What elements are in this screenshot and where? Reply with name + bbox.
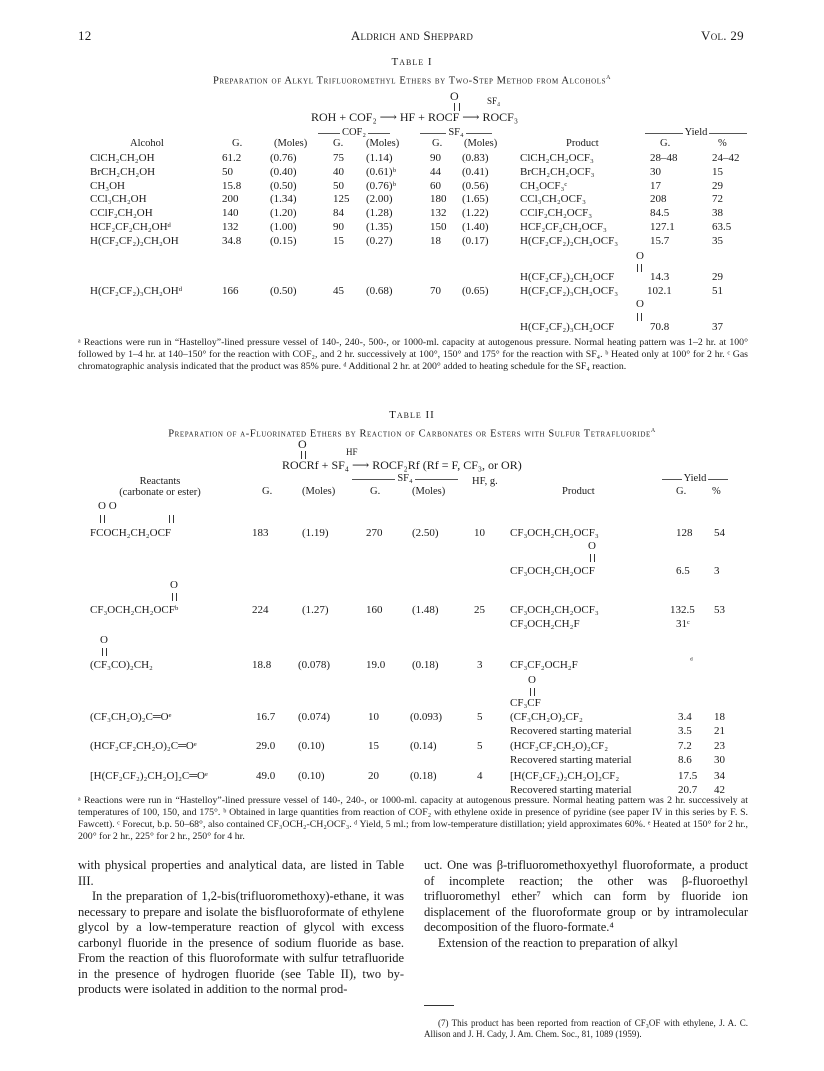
t1-cell-sf4-moles: (0.17) [462,234,489,247]
t2-cell-g: 29.0 [256,740,276,752]
t1-group-yield: Yield [645,127,747,138]
t1-group-sf4: SF₄ [420,127,492,138]
t1-cell-g: 132 [222,221,239,233]
footnote-rule [424,1005,454,1006]
t2-r2-m: (1.27) [302,604,329,616]
t2-col-yield-pct: % [712,486,721,497]
t1-cell-product: H(CF₂CF₂)₂CH₂OCF₃ [520,234,619,247]
footnote-7: (7) This product has been reported from reaction of CF₃OF with ethylene, J. A. C. Allison and J. H. Cady, J. Am. Chem. Soc., 81, 1089 (1959). [424,1018,748,1039]
t2-r3-hf: 3 [477,659,483,671]
t2-cell-yield-pct: 42 [714,784,725,796]
t1-extra-m2: (0.68) [366,285,393,297]
table1-footnote: ᵃ Reactions were run in “Hastelloy”-lined pressure vessel of 140-, 240-, 500-, or 1000-ml. capacity at autogenous pressure. Normal heating pattern was 1–2 hr. at 100° followed by 1–4 hr. at 140–150° for the reaction with COF₂, and 2 hr. successively at 100°, 150° and 175° for the reaction with SF₄. ᵇ Heated only at 100° for 2 hr. ᶜ Gas chromatographic analysis indicated that the product was 85% pure. ᵈ Additional 2 hr. at 200° added to heating schedule for the SF₄ reaction. [78,337,748,372]
t2-cell-yield-pct: 23 [714,740,725,752]
t2-r4-o: O [528,674,536,686]
t2-col-moles2: (Moles) [412,486,446,497]
scheme2-hf: HF [346,447,358,457]
t1-cell-yield-g: 17 [650,179,661,192]
t2-r0-m: (1.19) [302,527,329,539]
t1-cell-cof2-g: 125 [333,193,350,206]
t1-cell-cof2-g: 50 [333,179,344,192]
t2-cell-sf4-g: 20 [368,770,379,782]
t1-cell-cof2-moles: (0.27) [366,234,393,247]
t2-cell-g: 49.0 [256,770,276,782]
t2-r2-g: 224 [252,604,269,616]
t1-cell-sf4-g: 44 [430,165,441,178]
t1-col-yield-g: G. [660,138,671,149]
t2-cell-hf: 5 [477,740,483,752]
body-column-right [424,858,748,951]
t2-r2-product2: CF₃OCH₂CH₂F [510,618,580,630]
t1-cell-g: 50 [222,165,233,178]
t1-cell-product: ClCH₂CH₂OCF₃ [520,152,594,164]
t1-cell-cof2-g: 40 [333,165,344,178]
t2-cell-sf4-g: 15 [368,740,379,752]
table2-label: Table II [389,409,435,421]
t1-cell-yield-pct: 35 [712,234,723,247]
t1-cell-moles: (1.00) [270,221,297,233]
body-paragraph: In the preparation of 1,2-bis(trifluoromethoxy)-ethane, it was necessary to prepare and isolate the bisfluoroformate of ethylene glycol by a low-temperature reaction of glycol with excess carbonyl fluoride in the presence of sodium fluoride as base. From the reaction of this fluoroformate with sulfur tetrafluoride in the presence of hydrogen fluoride (see Table II), two by-products were isolated in addition to the normal prod- [78,889,404,996]
t1-cell-sf4-moles: (1.22) [462,207,489,220]
t1-cell-sf4-moles: (0.56) [462,179,489,192]
t2-cell-yield-pct: 30 [714,754,725,766]
t1-cell-alcohol: ClCH₂CH₂OH [90,152,155,164]
t2-r3-g: 18.8 [252,659,272,671]
t1-cell-alcohol: CCl₃CH₂OH [90,193,147,206]
t2-cell-sf4-moles: (0.093) [410,711,443,723]
t2-r3-reactant: (CF₃CO)₂CH₂ [90,659,153,671]
t2-group-sf4: SF₄ [352,473,458,484]
t1-cell-cof2-moles: (0.76)ᵇ [366,179,396,192]
t1-extra-pct2: 51 [712,285,723,297]
t2-cell-sf4-g: 10 [368,711,379,723]
t1-extra-g3: 70 [430,285,441,297]
t1-extra-o2: O [636,298,644,310]
t2-cell-yield-g: 3.4 [678,711,692,723]
t2-r3-g2: 19.0 [366,659,386,671]
t2-r0-product: CF₃OCH₂CH₂OCF₃ [510,527,599,539]
t2-cell-g: 16.7 [256,711,276,723]
t2-col-moles: (Moles) [302,486,336,497]
t2-r4-bond [530,688,535,696]
t2-cell-reactant: (CF₃CH₂O)₂C═Oᵉ [90,711,172,723]
t2-cell-yield-g: 8.6 [678,754,692,766]
t2-cell-hf: 4 [477,770,483,782]
t1-col-moles2: (Moles) [366,138,400,149]
t1-extra-g: 166 [222,285,239,297]
t1-cell-moles: (1.20) [270,207,297,220]
t1-cell-yield-pct: 29 [712,179,723,192]
t2-r0-yg: 128 [676,527,693,539]
t2-r0-oo: O O [98,500,117,512]
t2-col-g: G. [262,486,273,497]
body-paragraph: Extension of the reaction to preparation of alkyl [438,935,678,950]
t2-r0-bond-a [100,515,105,523]
t1-cell-cof2-moles: (0.61)ᵇ [366,165,396,178]
t1-cell-yield-g: 84.5 [650,207,670,220]
t1-cell-cof2-moles: (2.00) [366,193,393,206]
t2-cell-product: (CF₃CH₂O)₂CF₂ [510,711,583,723]
t2-group-yield: Yield [662,473,728,484]
t1-cell-cof2-moles: (1.35) [366,221,393,233]
t1-extra-g3y: 70.8 [650,321,670,333]
t2-r3-product: CF₃CF₂OCH₂F [510,659,578,671]
t1-cell-cof2-g: 75 [333,152,344,164]
t1-cell-cof2-moles: (1.28) [366,207,393,220]
t1-extra-product1: H(CF₂CF₂)₂CH₂OCF [520,271,615,283]
t1-cell-moles: (0.40) [270,165,297,178]
t2-r2-pct: 53 [714,604,725,616]
t1-extra-product2: H(CF₂CF₂)₃CH₂OCF₃ [520,285,619,297]
t2-cell-yield-pct: 34 [714,770,725,782]
t1-extra-g1: 14.3 [650,271,670,283]
table2-footnote: ᵃ Reactions were run in “Hastelloy”-lined pressure vessel of 140-, 240-, or 1000-ml. capacity at autogenous pressure. Normal heating pattern was 2 hr. successively at temperatures of 100, 150, and 175°. ᵇ Obtained in large quantities from reaction of COF₂ with ethylene oxide in presence of pyridine (see paper IV in this series by F. S. Fawcett). ᶜ Forecut, b.p. 50–68°, also contained CF₃OCH₂-CH₂OCF₃. ᵈ Yield, 5 ml.; from low-temperature distillation; yield approximates 60%. ᵉ Heated at 150° for 2 hr., 200° for 2 hr., 225° for 2 hr., 250° for 4 hr. [78,795,748,842]
scheme1-sf4: SF₄ [487,96,501,106]
t1-cell-moles: (1.34) [270,193,297,206]
t2-cell-moles: (0.10) [298,740,325,752]
t2-r2-hf: 25 [474,604,485,616]
t1-cell-moles: (0.50) [270,179,297,192]
body-paragraph: uct. One was β-trifluoromethoxyethyl fluoroformate, a product of incomplete reaction; the other was β-fluoroethyl trifluoromethyl ether⁷ which can form by fluoride ion displacement of the fluoroformate group or by intramolecular decomposition of the fluoro-formate.⁴ [424,858,748,934]
t2-r0-g: 183 [252,527,269,539]
t1-cell-yield-pct: 72 [712,193,723,206]
t2-cell-hf: 5 [477,711,483,723]
running-head: Aldrich and Sheppard [350,28,474,43]
t2-r0-g2: 270 [366,527,383,539]
t2-cell-reactant: (HCF₂CF₂CH₂O)₂C═Oᵉ [90,740,197,752]
t2-cell-sf4-moles: (0.14) [410,740,437,752]
t1-cell-g: 200 [222,193,239,206]
t1-col-g: G. [232,138,243,149]
scheme2-equation: ROCRf + SF₄ ⟶ ROCF₂Rf (Rf = F, CF₃, or OR) [282,458,522,472]
t2-cell-product: [H(CF₂CF₂)₂CH₂O]₂CF₂ [510,770,620,782]
t1-cell-yield-g: 208 [650,193,667,206]
t2-r0-hf: 10 [474,527,485,539]
t1-cell-yield-g: 127.1 [650,221,675,233]
page-number: 12 [78,28,92,43]
t1-cell-product: BrCH₂CH₂OCF₃ [520,165,595,178]
t1-cell-cof2-moles: (1.14) [366,152,393,164]
t2-r0-pct: 54 [714,527,725,539]
t1-extra-product3: H(CF₂CF₂)₃CH₂OCF [520,321,615,333]
t2-r2-yg2: 31ᶜ [676,618,690,630]
t1-cell-alcohol: HCF₂CF₂CH₂OHᵈ [90,221,171,233]
t1-cell-sf4-g: 180 [430,193,447,206]
t2-cell-moles: (0.074) [298,711,331,723]
t1-cell-yield-pct: 63.5 [712,221,732,233]
scheme1-equation: ROH + COF₂ ⟶ HF + ROCF ⟶ ROCF₃ [311,110,519,124]
body-column-left [78,858,404,998]
t2-r2-yg: 132.5 [670,604,695,616]
t1-col-product: Product [566,138,599,149]
t2-cell-moles: (0.10) [298,770,325,782]
scheme2-oxygen: O [298,437,307,451]
t2-r1-product: CF₃OCH₂CH₂OCF [510,565,595,577]
t2-r0-bond-b [169,515,174,523]
t1-extra-bond1 [637,264,642,272]
t1-cell-sf4-g: 150 [430,221,447,233]
t2-cell-yield-pct: 18 [714,711,725,723]
t1-cell-alcohol: CH₃OH [90,179,126,192]
t1-cell-cof2-g: 15 [333,234,344,247]
t1-cell-g: 140 [222,207,239,220]
t1-col-moles3: (Moles) [464,138,498,149]
t1-cell-cof2-g: 90 [333,221,344,233]
t2-cell-product: (HCF₂CF₂CH₂O)₂CF₂ [510,740,609,752]
t1-cell-sf4-g: 60 [430,179,441,192]
t2-r3-bond [102,648,107,656]
t1-cell-sf4-moles: (0.83) [462,152,489,164]
t1-cell-product: HCF₂CF₂CH₂OCF₃ [520,221,607,233]
t2-r0-m2: (2.50) [412,527,439,539]
t1-cell-yield-g: 28–48 [650,152,678,164]
table1-title: Preparation of Alkyl Trifluoromethyl Ethers by Two-Step Method from Alcohols$^a$ [212,72,612,87]
table1-label: Table I [391,56,433,68]
t1-cell-g: 61.2 [222,152,242,164]
t2-cell-sf4-moles: (0.18) [410,770,437,782]
t1-cell-yield-pct: 38 [712,207,723,220]
t2-cell-product: Recovered starting material [510,754,632,766]
t1-extra-m3: (0.65) [462,285,489,297]
t1-extra-pct1: 29 [712,271,723,283]
volume-label: Vol. 29 [701,28,744,43]
t1-col-g3: G. [432,138,443,149]
t1-cell-yield-g: 30 [650,165,661,178]
t2-cell-product: Recovered starting material [510,725,632,737]
t1-col-alcohol: Alcohol [130,138,164,149]
t1-col-g2: G. [333,138,344,149]
t2-r3-yg: ᵈ [690,655,693,665]
t2-cell-reactant: [H(CF₂CF₂)₂CH₂O]₂C═Oᵉ [90,770,208,782]
t1-cell-product: CH₃OCF₃ᶜ [520,179,568,192]
t2-col-hf: HF, g. [472,476,498,487]
t2-r1-o: O [588,540,596,552]
t1-cell-yield-pct: 15 [712,165,723,178]
t2-r1-pct: 3 [714,565,720,577]
t1-col-moles: (Moles) [274,138,308,149]
t1-group-cof2: COF₂ [318,127,390,138]
t1-cell-sf4-moles: (1.40) [462,221,489,233]
t2-r2-product: CF₃OCH₂CH₂OCF₃ [510,604,599,616]
t1-cell-alcohol: H(CF₂CF₂)₂CH₂OH [90,234,179,247]
t1-cell-yield-g: 15.7 [650,234,670,247]
t1-cell-alcohol: BrCH₂CH₂OH [90,165,156,178]
t1-cell-sf4-g: 90 [430,152,441,164]
t2-r2-g2: 160 [366,604,383,616]
t2-r4-product: CF₃CF [510,697,541,709]
t2-r0-reactant: FCOCH₂CH₂OCF [90,527,172,539]
t1-cell-sf4-moles: (0.41) [462,165,489,178]
t1-cell-product: CCl₃CH₂OCF₃ [520,193,586,206]
t1-cell-moles: (0.76) [270,152,297,164]
t2-col-product: Product [562,486,595,497]
t2-r1-bond [590,554,595,562]
t2-r2-m2: (1.48) [412,604,439,616]
t1-cell-product: CClF₂CH₂OCF₃ [520,207,593,220]
t2-cell-yield-g: 3.5 [678,725,692,737]
scheme1-oxygen: O [450,89,459,103]
body-paragraph: with physical properties and analytical data, are listed in Table III. [78,858,404,888]
t2-r1-yg: 6.5 [676,565,690,577]
t1-extra-alcohol: H(CF₂CF₂)₃CH₂OHᵈ [90,285,183,297]
t2-col-g2: G. [370,486,381,497]
t2-r3-m: (0.078) [298,659,331,671]
t2-r2-reactant: CF₃OCH₂CH₂OCFᵇ [90,604,179,616]
t1-cell-alcohol: CClF₂CH₂OH [90,207,153,220]
t1-cell-g: 15.8 [222,179,242,192]
t1-cell-sf4-g: 132 [430,207,447,220]
t2-r3-o: O [100,634,108,646]
t1-cell-sf4-moles: (1.65) [462,193,489,206]
t1-extra-o1: O [636,250,644,262]
t2-cell-yield-g: 7.2 [678,740,692,752]
t1-extra-pct3: 37 [712,321,723,333]
t1-extra-yg: 102.1 [647,285,672,297]
t1-extra-m: (0.50) [270,285,297,297]
t2-r2-o: O [170,579,178,591]
t1-extra-g2: 45 [333,285,344,297]
t1-extra-bond2 [637,313,642,321]
t2-col-yield-g: G. [676,486,687,497]
t2-col-reactants: Reactants (carbonate or ester) [119,476,201,498]
t2-r3-m2: (0.18) [412,659,439,671]
t1-cell-sf4-g: 18 [430,234,441,247]
t2-cell-yield-pct: 21 [714,725,725,737]
t2-cell-product: Recovered starting material [510,784,632,796]
t2-cell-yield-g: 20.7 [678,784,698,796]
t1-cell-yield-pct: 24–42 [712,152,740,164]
t1-cell-cof2-g: 84 [333,207,344,220]
table2-title: Preparation of α-Fluorinated Ethers by Reaction of Carbonates or Esters with Sulfur Tetrafluoride$^a$ [168,425,656,440]
t1-cell-g: 34.8 [222,234,242,247]
t1-col-yield-pct: % [718,138,727,149]
t2-cell-yield-g: 17.5 [678,770,698,782]
t1-cell-moles: (0.15) [270,234,297,247]
t2-r2-bond [172,593,177,601]
